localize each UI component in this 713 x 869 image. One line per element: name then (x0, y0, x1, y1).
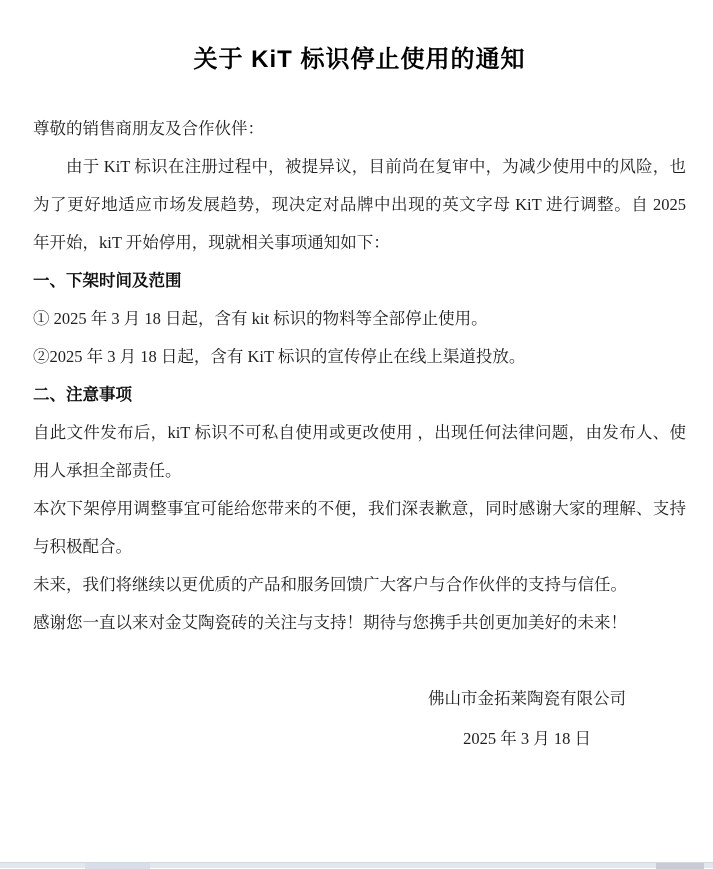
section-2-paragraph-3: 未来，我们将继续以更优质的产品和服务回馈广大客户与合作伙伴的支持与信任。 (33, 575, 627, 594)
intro-paragraph: 由于 KiT 标识在注册过程中，被提异议，目前尚在复审中，为减少使用中的风险，也为了更好地适应市场发展趋势，现决定对品牌中出现的英文字母 KiT 进行调整。自 2025 年开始，kiT 开始停用，现就相关事项通知如下： (33, 157, 686, 252)
bottom-bar-highlight (85, 863, 150, 869)
salutation-line: 尊敬的销售商朋友及合作伙伴： (33, 119, 264, 138)
section-2-heading: 二、注意事项 (33, 386, 132, 404)
document-title: 关于 KiT 标识停止使用的通知 (193, 46, 526, 73)
section-1-item-1: ① 2025 年 3 月 18 日起，含有 kit 标识的物料等全部停止使用。 (33, 309, 488, 328)
section-2-paragraph-1: 自此文件发布后，kiT 标识不可私自使用或更改使用 ，出现任何法律问题，由发布人、使用人承担全部责任。 (33, 423, 686, 480)
section-2-paragraph-4: 感谢您一直以来对金艾陶瓷砖的关注与支持！期待与您携手共创更加美好的未来！ (33, 613, 627, 632)
section-1-heading: 一、下架时间及范围 (33, 272, 182, 290)
section-2-paragraph-2: 本次下架停用调整事宜可能给您带来的不便，我们深表歉意，同时感谢大家的理解、支持与积极配合。 (33, 499, 686, 556)
bottom-bar (0, 862, 713, 868)
section-1-item-2: ②2025 年 3 月 18 日起，含有 KiT 标识的宣传停止在线上渠道投放。 (33, 347, 526, 366)
signature-date: 2025 年 3 月 18 日 (463, 729, 591, 748)
signature-block (428, 679, 626, 759)
signature-company: 佛山市金拓莱陶瓷有限公司 (428, 689, 626, 708)
bottom-bar-thumb (656, 863, 704, 869)
